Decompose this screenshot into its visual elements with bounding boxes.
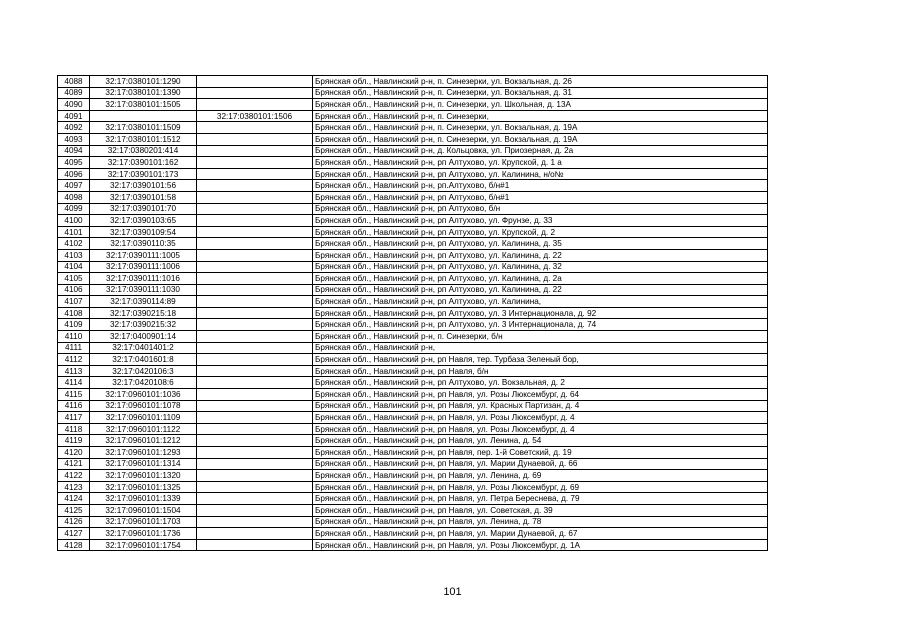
cadastral-number-cell: 32:17:0390101:162	[90, 157, 197, 169]
address-cell: Брянская обл., Навлинский р-н, рп Алтухово, ул. 3 Интернационала, д. 92	[313, 307, 768, 319]
address-cell: Брянская обл., Навлинский р-н, рп.Алтухово, б/н#1	[313, 180, 768, 192]
row-number-cell: 4112	[58, 354, 90, 366]
cadastral-number-cell: 32:17:0960101:1703	[90, 516, 197, 528]
row-number-cell: 4106	[58, 284, 90, 296]
address-cell: Брянская обл., Навлинский р-н, рп Навля, ул. Советская, д. 39	[313, 504, 768, 516]
address-cell: Брянская обл., Навлинский р-н, рп Алтухово, б/н	[313, 203, 768, 215]
row-number-cell: 4116	[58, 400, 90, 412]
cadastral-number-cell: 32:17:0960101:1293	[90, 447, 197, 459]
secondary-cadastral-number-cell	[197, 481, 313, 493]
secondary-cadastral-number-cell	[197, 470, 313, 482]
secondary-cadastral-number-cell	[197, 145, 313, 157]
table-row	[58, 203, 768, 215]
cadastral-number-cell: 32:17:0960101:1122	[90, 423, 197, 435]
secondary-cadastral-number-cell	[197, 168, 313, 180]
row-number-cell: 4114	[58, 377, 90, 389]
secondary-cadastral-number-cell	[197, 273, 313, 285]
row-number-cell: 4095	[58, 157, 90, 169]
table-row	[58, 168, 768, 180]
secondary-cadastral-number-cell	[197, 133, 313, 145]
secondary-cadastral-number-cell	[197, 284, 313, 296]
cadastral-number-cell: 32:17:0960101:1754	[90, 539, 197, 551]
address-cell: Брянская обл., Навлинский р-н, рп Алтухово, ул. Калинина, д. 35	[313, 238, 768, 250]
table-row	[58, 447, 768, 459]
cadastral-number-cell: 32:17:0960101:1320	[90, 470, 197, 482]
cadastral-number-cell: 32:17:0390103:65	[90, 215, 197, 227]
table-row	[58, 261, 768, 273]
row-number-cell: 4110	[58, 331, 90, 343]
address-cell: Брянская обл., Навлинский р-н,	[313, 342, 768, 354]
cadastral-number-cell: 32:17:0401401:2	[90, 342, 197, 354]
address-cell: Брянская обл., Навлинский р-н, рп Навля, ул. Ленина, д. 69	[313, 470, 768, 482]
secondary-cadastral-number-cell	[197, 261, 313, 273]
cadastral-number-cell: 32:17:0960101:1736	[90, 528, 197, 540]
row-number-cell: 4117	[58, 412, 90, 424]
address-cell: Брянская обл., Навлинский р-н, рп Алтухово, ул. Калинина, н/о№	[313, 168, 768, 180]
secondary-cadastral-number-cell	[197, 249, 313, 261]
table-row	[58, 87, 768, 99]
table-row	[58, 458, 768, 470]
secondary-cadastral-number-cell	[197, 539, 313, 551]
secondary-cadastral-number-cell	[197, 504, 313, 516]
secondary-cadastral-number-cell	[197, 122, 313, 134]
address-cell: Брянская обл., Навлинский р-н, п. Синезерки, ул. Вокзальная, д. 19А	[313, 122, 768, 134]
table-row	[58, 331, 768, 343]
secondary-cadastral-number-cell	[197, 191, 313, 203]
cadastral-number-cell: 32:17:0390109:54	[90, 226, 197, 238]
table-row	[58, 504, 768, 516]
address-cell: Брянская обл., Навлинский р-н, п. Синезерки, б/н	[313, 331, 768, 343]
table-row	[58, 215, 768, 227]
address-cell: Брянская обл., Навлинский р-н, рп Навля, б/н	[313, 365, 768, 377]
cadastral-number-cell: 32:17:0401601:8	[90, 354, 197, 366]
table-row	[58, 99, 768, 111]
address-cell: Брянская обл., Навлинский р-н, рп Навля, ул. Красных Партизан, д. 4	[313, 400, 768, 412]
row-number-cell: 4115	[58, 389, 90, 401]
cadastral-number-cell: 32:17:0390111:1005	[90, 249, 197, 261]
secondary-cadastral-number-cell	[197, 180, 313, 192]
cadastral-number-cell	[90, 110, 197, 122]
cadastral-number-cell: 32:17:0390101:56	[90, 180, 197, 192]
table-row	[58, 400, 768, 412]
row-number-cell: 4109	[58, 319, 90, 331]
secondary-cadastral-number-cell: 32:17:0380101:1506	[197, 110, 313, 122]
address-cell: Брянская обл., Навлинский р-н, рп Навля, ул. Ленина, д. 78	[313, 516, 768, 528]
address-cell: Брянская обл., Навлинский р-н, рп Навля, пер. 1-й Советский, д. 19	[313, 447, 768, 459]
table-row	[58, 238, 768, 250]
address-cell: Брянская обл., Навлинский р-н, рп Алтухово, ул. Вокзальная, д. 2	[313, 377, 768, 389]
table-row	[58, 110, 768, 122]
row-number-cell: 4122	[58, 470, 90, 482]
address-cell: Брянская обл., Навлинский р-н, д. Кольцовка, ул. Приозерная, д. 2а	[313, 145, 768, 157]
table-row	[58, 249, 768, 261]
row-number-cell: 4103	[58, 249, 90, 261]
cadastral-number-cell: 32:17:0390101:70	[90, 203, 197, 215]
table-row	[58, 307, 768, 319]
table-row	[58, 528, 768, 540]
table-row	[58, 539, 768, 551]
secondary-cadastral-number-cell	[197, 389, 313, 401]
table-row	[58, 423, 768, 435]
cadastral-number-cell: 32:17:0390110:35	[90, 238, 197, 250]
address-cell: Брянская обл., Навлинский р-н, рп Алтухово, ул. Калинина, д. 32	[313, 261, 768, 273]
row-number-cell: 4120	[58, 447, 90, 459]
row-number-cell: 4097	[58, 180, 90, 192]
table-row	[58, 226, 768, 238]
cadastral-number-cell: 32:17:0420106:3	[90, 365, 197, 377]
row-number-cell: 4121	[58, 458, 90, 470]
secondary-cadastral-number-cell	[197, 377, 313, 389]
row-number-cell: 4096	[58, 168, 90, 180]
secondary-cadastral-number-cell	[197, 203, 313, 215]
property-registry-table	[57, 75, 768, 551]
cadastral-number-cell: 32:17:0390111:1006	[90, 261, 197, 273]
secondary-cadastral-number-cell	[197, 458, 313, 470]
secondary-cadastral-number-cell	[197, 76, 313, 88]
secondary-cadastral-number-cell	[197, 354, 313, 366]
address-cell: Брянская обл., Навлинский р-н, рп Навля, ул. Розы Люксембург, д. 4	[313, 423, 768, 435]
row-number-cell: 4111	[58, 342, 90, 354]
secondary-cadastral-number-cell	[197, 412, 313, 424]
row-number-cell: 4119	[58, 435, 90, 447]
address-cell: Брянская обл., Навлинский р-н, рп Алтухово, ул. Калинина, д. 2а	[313, 273, 768, 285]
address-cell: Брянская обл., Навлинский р-н, п. Синезерки, ул. Вокзальная, д. 19А	[313, 133, 768, 145]
table-row	[58, 342, 768, 354]
row-number-cell: 4091	[58, 110, 90, 122]
secondary-cadastral-number-cell	[197, 447, 313, 459]
cadastral-number-cell: 32:17:0380201:414	[90, 145, 197, 157]
table-row	[58, 157, 768, 169]
address-cell: Брянская обл., Навлинский р-н, п. Синезерки, ул. Школьная, д. 13А	[313, 99, 768, 111]
row-number-cell: 4123	[58, 481, 90, 493]
cadastral-number-cell: 32:17:0960101:1109	[90, 412, 197, 424]
row-number-cell: 4099	[58, 203, 90, 215]
cadastral-number-cell: 32:17:0960101:1339	[90, 493, 197, 505]
row-number-cell: 4089	[58, 87, 90, 99]
table-row	[58, 296, 768, 308]
table-row	[58, 412, 768, 424]
cadastral-number-cell: 32:17:0960101:1212	[90, 435, 197, 447]
table-row	[58, 389, 768, 401]
row-number-cell: 4118	[58, 423, 90, 435]
row-number-cell: 4124	[58, 493, 90, 505]
address-cell: Брянская обл., Навлинский р-н, рп Алтухово, ул. Крупской, д. 1 а	[313, 157, 768, 169]
secondary-cadastral-number-cell	[197, 400, 313, 412]
row-number-cell: 4125	[58, 504, 90, 516]
cadastral-number-cell: 32:17:0390111:1016	[90, 273, 197, 285]
secondary-cadastral-number-cell	[197, 307, 313, 319]
row-number-cell: 4108	[58, 307, 90, 319]
cadastral-number-cell: 32:17:0390215:18	[90, 307, 197, 319]
table-row	[58, 319, 768, 331]
address-cell: Брянская обл., Навлинский р-н, рп Алтухово, ул. Калинина, д. 22	[313, 284, 768, 296]
cadastral-number-cell: 32:17:0380101:1509	[90, 122, 197, 134]
address-cell: Брянская обл., Навлинский р-н, рп Алтухово, ул. Калинина,	[313, 296, 768, 308]
table-row	[58, 516, 768, 528]
secondary-cadastral-number-cell	[197, 331, 313, 343]
table-row	[58, 481, 768, 493]
cadastral-number-cell: 32:17:0390101:173	[90, 168, 197, 180]
address-cell: Брянская обл., Навлинский р-н, рп Алтухово, ул. 3 Интернационала, д. 74	[313, 319, 768, 331]
cadastral-number-cell: 32:17:0380101:1512	[90, 133, 197, 145]
row-number-cell: 4105	[58, 273, 90, 285]
table-row	[58, 284, 768, 296]
secondary-cadastral-number-cell	[197, 157, 313, 169]
cadastral-number-cell: 32:17:0390114:89	[90, 296, 197, 308]
table-row	[58, 273, 768, 285]
table-row	[58, 365, 768, 377]
row-number-cell: 4093	[58, 133, 90, 145]
secondary-cadastral-number-cell	[197, 296, 313, 308]
table-row	[58, 435, 768, 447]
cadastral-number-cell: 32:17:0420108:6	[90, 377, 197, 389]
page-number: 101	[443, 586, 462, 598]
row-number-cell: 4100	[58, 215, 90, 227]
address-cell: Брянская обл., Навлинский р-н, рп Алтухово, б/н#1	[313, 191, 768, 203]
table-row	[58, 133, 768, 145]
row-number-cell: 4113	[58, 365, 90, 377]
cadastral-number-cell: 32:17:0960101:1325	[90, 481, 197, 493]
table-row	[58, 191, 768, 203]
cadastral-number-cell: 32:17:0960101:1078	[90, 400, 197, 412]
table-row	[58, 470, 768, 482]
row-number-cell: 4088	[58, 76, 90, 88]
table-row	[58, 354, 768, 366]
address-cell: Брянская обл., Навлинский р-н, рп Навля, ул. Ленина, д. 54	[313, 435, 768, 447]
secondary-cadastral-number-cell	[197, 99, 313, 111]
row-number-cell: 4107	[58, 296, 90, 308]
address-cell: Брянская обл., Навлинский р-н, рп Навля, ул. Марии Дунаевой, д. 66	[313, 458, 768, 470]
row-number-cell: 4104	[58, 261, 90, 273]
row-number-cell: 4092	[58, 122, 90, 134]
address-cell: Брянская обл., Навлинский р-н, рп Навля, ул. Розы Люксембург, д. 1А	[313, 539, 768, 551]
secondary-cadastral-number-cell	[197, 226, 313, 238]
address-cell: Брянская обл., Навлинский р-н, рп Навля, ул. Розы Люксембург, д. 4	[313, 412, 768, 424]
row-number-cell: 4128	[58, 539, 90, 551]
cadastral-number-cell: 32:17:0960101:1504	[90, 504, 197, 516]
row-number-cell: 4094	[58, 145, 90, 157]
secondary-cadastral-number-cell	[197, 516, 313, 528]
address-cell: Брянская обл., Навлинский р-н, рп Алтухово, ул. Крупской, д. 2	[313, 226, 768, 238]
cadastral-number-cell: 32:17:0390215:32	[90, 319, 197, 331]
secondary-cadastral-number-cell	[197, 238, 313, 250]
address-cell: Брянская обл., Навлинский р-н, рп Алтухово, ул. Калинина, д. 22	[313, 249, 768, 261]
secondary-cadastral-number-cell	[197, 365, 313, 377]
cadastral-number-cell: 32:17:0960101:1314	[90, 458, 197, 470]
row-number-cell: 4127	[58, 528, 90, 540]
address-cell: Брянская обл., Навлинский р-н, рп Навля, ул. Розы Люксембург, д. 69	[313, 481, 768, 493]
secondary-cadastral-number-cell	[197, 493, 313, 505]
row-number-cell: 4098	[58, 191, 90, 203]
table-row	[58, 145, 768, 157]
address-cell: Брянская обл., Навлинский р-н, п. Синезерки,	[313, 110, 768, 122]
row-number-cell: 4101	[58, 226, 90, 238]
cadastral-number-cell: 32:17:0380101:1290	[90, 76, 197, 88]
table-row	[58, 180, 768, 192]
cadastral-number-cell: 32:17:0390101:58	[90, 191, 197, 203]
cadastral-number-cell: 32:17:0390111:1030	[90, 284, 197, 296]
table-row	[58, 122, 768, 134]
row-number-cell: 4126	[58, 516, 90, 528]
secondary-cadastral-number-cell	[197, 87, 313, 99]
cadastral-number-cell: 32:17:0380101:1505	[90, 99, 197, 111]
secondary-cadastral-number-cell	[197, 423, 313, 435]
cadastral-number-cell: 32:17:0380101:1390	[90, 87, 197, 99]
address-cell: Брянская обл., Навлинский р-н, рп Алтухово, ул. Фрунзе, д. 33	[313, 215, 768, 227]
table-row	[58, 493, 768, 505]
cadastral-number-cell: 32:17:0400901:14	[90, 331, 197, 343]
secondary-cadastral-number-cell	[197, 319, 313, 331]
address-cell: Брянская обл., Навлинский р-н, рп Навля, ул. Марии Дунаевой, д. 67	[313, 528, 768, 540]
address-cell: Брянская обл., Навлинский р-н, рп Навля, ул. Петра Береснева, д. 79	[313, 493, 768, 505]
address-cell: Брянская обл., Навлинский р-н, п. Синезерки, ул. Вокзальная, д. 31	[313, 87, 768, 99]
address-cell: Брянская обл., Навлинский р-н, рп Навля, ул. Розы Люксембург, д. 64	[313, 389, 768, 401]
row-number-cell: 4102	[58, 238, 90, 250]
cadastral-number-cell: 32:17:0960101:1036	[90, 389, 197, 401]
row-number-cell: 4090	[58, 99, 90, 111]
secondary-cadastral-number-cell	[197, 215, 313, 227]
secondary-cadastral-number-cell	[197, 342, 313, 354]
registry-table-body	[58, 76, 768, 551]
secondary-cadastral-number-cell	[197, 435, 313, 447]
address-cell: Брянская обл., Навлинский р-н, п. Синезерки, ул. Вокзальная, д. 26	[313, 76, 768, 88]
table-row	[58, 76, 768, 88]
secondary-cadastral-number-cell	[197, 528, 313, 540]
address-cell: Брянская обл., Навлинский р-н, рп Навля, тер. Турбаза Зеленый бор,	[313, 354, 768, 366]
table-row	[58, 377, 768, 389]
